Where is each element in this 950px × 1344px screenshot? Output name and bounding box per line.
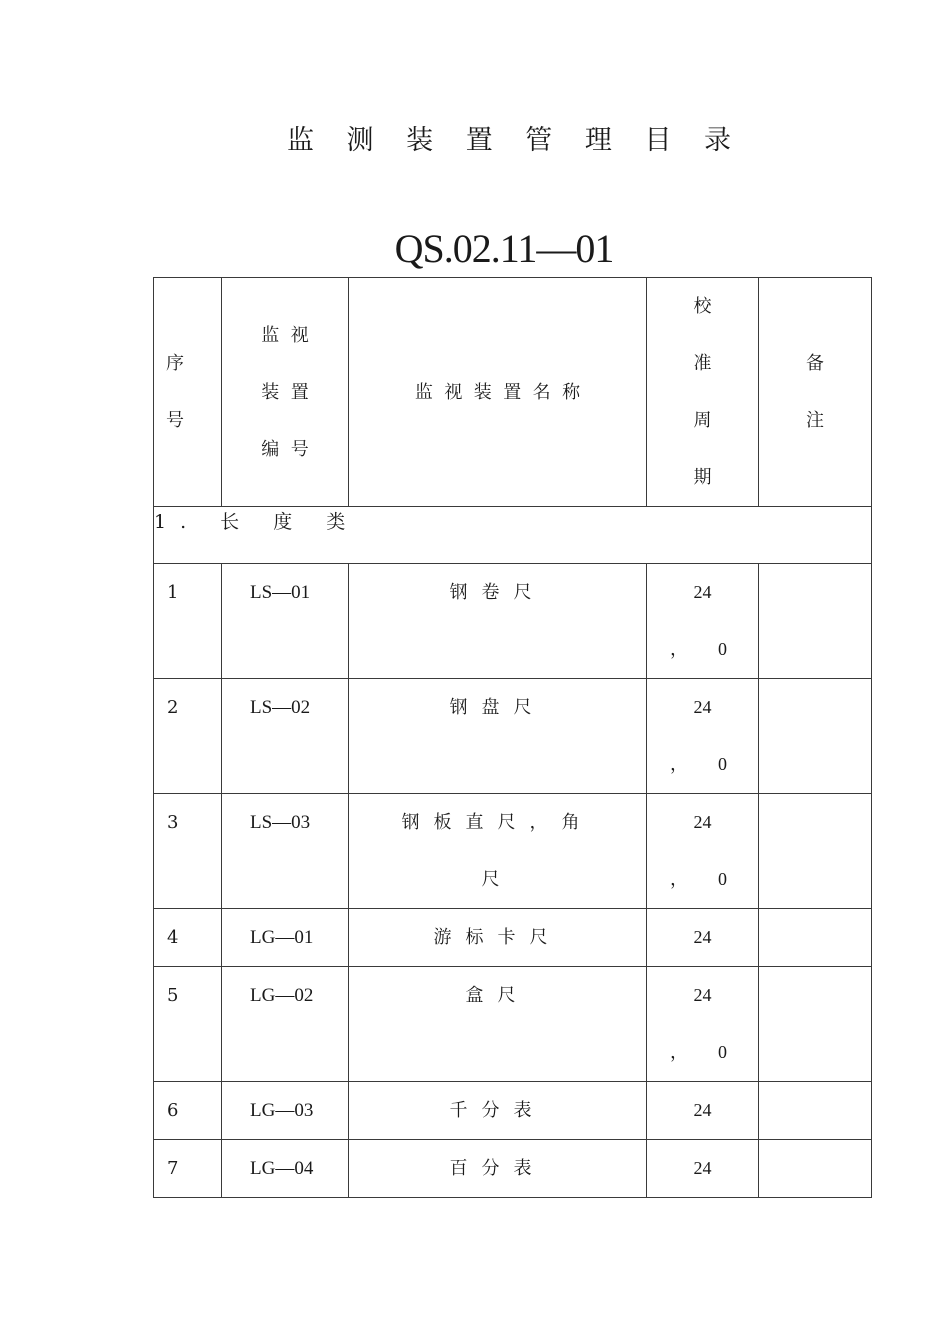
header-remark bbox=[759, 278, 872, 507]
table-row bbox=[154, 1140, 872, 1198]
row-cycle bbox=[647, 564, 759, 679]
row-remark bbox=[759, 909, 872, 967]
header-cycle-line: 准 bbox=[693, 353, 712, 374]
table-row bbox=[154, 679, 872, 794]
row-device-code: LS—03 bbox=[222, 794, 349, 909]
header-code-line: 编 号 bbox=[261, 438, 309, 460]
header-seq bbox=[154, 278, 222, 507]
header-cycle bbox=[647, 278, 759, 507]
header-cycle-line: 期 bbox=[693, 467, 712, 488]
cycle-value: 24 bbox=[693, 1100, 712, 1120]
row-cycle bbox=[647, 794, 759, 909]
header-name-text: 监 视 装 置 名 称 bbox=[414, 381, 581, 403]
row-device-code: LG—01 bbox=[222, 909, 349, 967]
row-device-code: LG—03 bbox=[222, 1082, 349, 1140]
table-row bbox=[154, 564, 872, 679]
row-device-code: LS—02 bbox=[222, 679, 349, 794]
row-device-name bbox=[349, 1140, 647, 1198]
row-device-name bbox=[349, 564, 647, 679]
cycle-value: 24 bbox=[693, 1158, 712, 1178]
row-device-code: LS—01 bbox=[222, 564, 349, 679]
cycle-value: 24 bbox=[693, 985, 712, 1005]
cycle-extra bbox=[647, 621, 758, 678]
document-code: QS.02.11—01 bbox=[394, 226, 614, 271]
cycle-extra bbox=[647, 736, 758, 793]
row-seq: 4 bbox=[154, 909, 222, 967]
device-name-line: 钢盘尺 bbox=[449, 697, 546, 718]
row-seq: 3 bbox=[154, 794, 222, 909]
cycle-extra bbox=[647, 1024, 758, 1081]
row-cycle bbox=[647, 1140, 759, 1198]
cycle-value: 24 bbox=[693, 812, 712, 832]
cycle-extra-part: 0 bbox=[718, 1042, 727, 1062]
cycle-value: 24 bbox=[693, 927, 712, 947]
row-seq: 5 bbox=[154, 967, 222, 1082]
cycle-extra-part: ， bbox=[670, 1042, 688, 1062]
row-device-name bbox=[349, 909, 647, 967]
row-seq: 7 bbox=[154, 1140, 222, 1198]
cycle-extra-part: 0 bbox=[718, 869, 727, 889]
device-name-line: 钢卷尺 bbox=[449, 582, 546, 603]
cycle-extra-part: ， bbox=[670, 754, 688, 774]
device-name-line: 千分表 bbox=[449, 1100, 546, 1121]
header-device-name bbox=[349, 278, 647, 507]
header-device-code bbox=[222, 278, 349, 507]
row-cycle bbox=[647, 1082, 759, 1140]
row-cycle bbox=[647, 909, 759, 967]
header-code-line: 监 视 bbox=[261, 324, 309, 346]
cycle-value: 24 bbox=[693, 697, 712, 717]
row-device-name bbox=[349, 794, 647, 909]
header-code-line: 装 置 bbox=[261, 381, 309, 403]
cycle-extra-part: 0 bbox=[718, 639, 727, 659]
table-row bbox=[154, 967, 872, 1082]
row-device-name bbox=[349, 679, 647, 794]
row-cycle bbox=[647, 679, 759, 794]
cycle-extra bbox=[647, 851, 758, 908]
device-name-line: 尺 bbox=[481, 869, 514, 890]
cycle-extra-part: 0 bbox=[718, 754, 727, 774]
cycle-value: 24 bbox=[693, 582, 712, 602]
device-name-line: 百分表 bbox=[449, 1158, 546, 1179]
header-remark-line: 备 bbox=[806, 353, 824, 374]
header-seq-line: 号 bbox=[166, 410, 184, 431]
device-name-line: 盒尺 bbox=[465, 985, 530, 1006]
row-device-code: LG—04 bbox=[222, 1140, 349, 1198]
device-name-line: 游标卡尺 bbox=[433, 927, 562, 948]
row-device-name bbox=[349, 967, 647, 1082]
row-remark bbox=[759, 1140, 872, 1198]
cycle-extra-part: ， bbox=[670, 639, 688, 659]
device-name-line: 钢板直尺，角 bbox=[401, 812, 594, 833]
cycle-extra-part: ， bbox=[670, 869, 688, 889]
section-row bbox=[154, 507, 872, 564]
row-remark bbox=[759, 679, 872, 794]
row-remark bbox=[759, 564, 872, 679]
row-seq: 1 bbox=[154, 564, 222, 679]
header-cycle-line: 周 bbox=[693, 410, 712, 431]
table-row bbox=[154, 794, 872, 909]
row-remark bbox=[759, 967, 872, 1082]
row-remark bbox=[759, 794, 872, 909]
header-cycle-line: 校 bbox=[693, 296, 712, 317]
table-row bbox=[154, 1082, 872, 1140]
table-header-row bbox=[154, 278, 872, 507]
header-remark-line: 注 bbox=[806, 410, 824, 431]
row-seq: 6 bbox=[154, 1082, 222, 1140]
device-table bbox=[153, 277, 872, 1198]
table-row bbox=[154, 909, 872, 967]
section-label: 1. 长 度 类 bbox=[154, 507, 872, 564]
row-device-name bbox=[349, 1082, 647, 1140]
row-remark bbox=[759, 1082, 872, 1140]
row-seq: 2 bbox=[154, 679, 222, 794]
row-device-code: LG—02 bbox=[222, 967, 349, 1082]
row-cycle bbox=[647, 967, 759, 1082]
header-seq-line: 序 bbox=[166, 353, 184, 374]
page-title: 监 测 装 置 管 理 目 录 bbox=[286, 125, 744, 156]
